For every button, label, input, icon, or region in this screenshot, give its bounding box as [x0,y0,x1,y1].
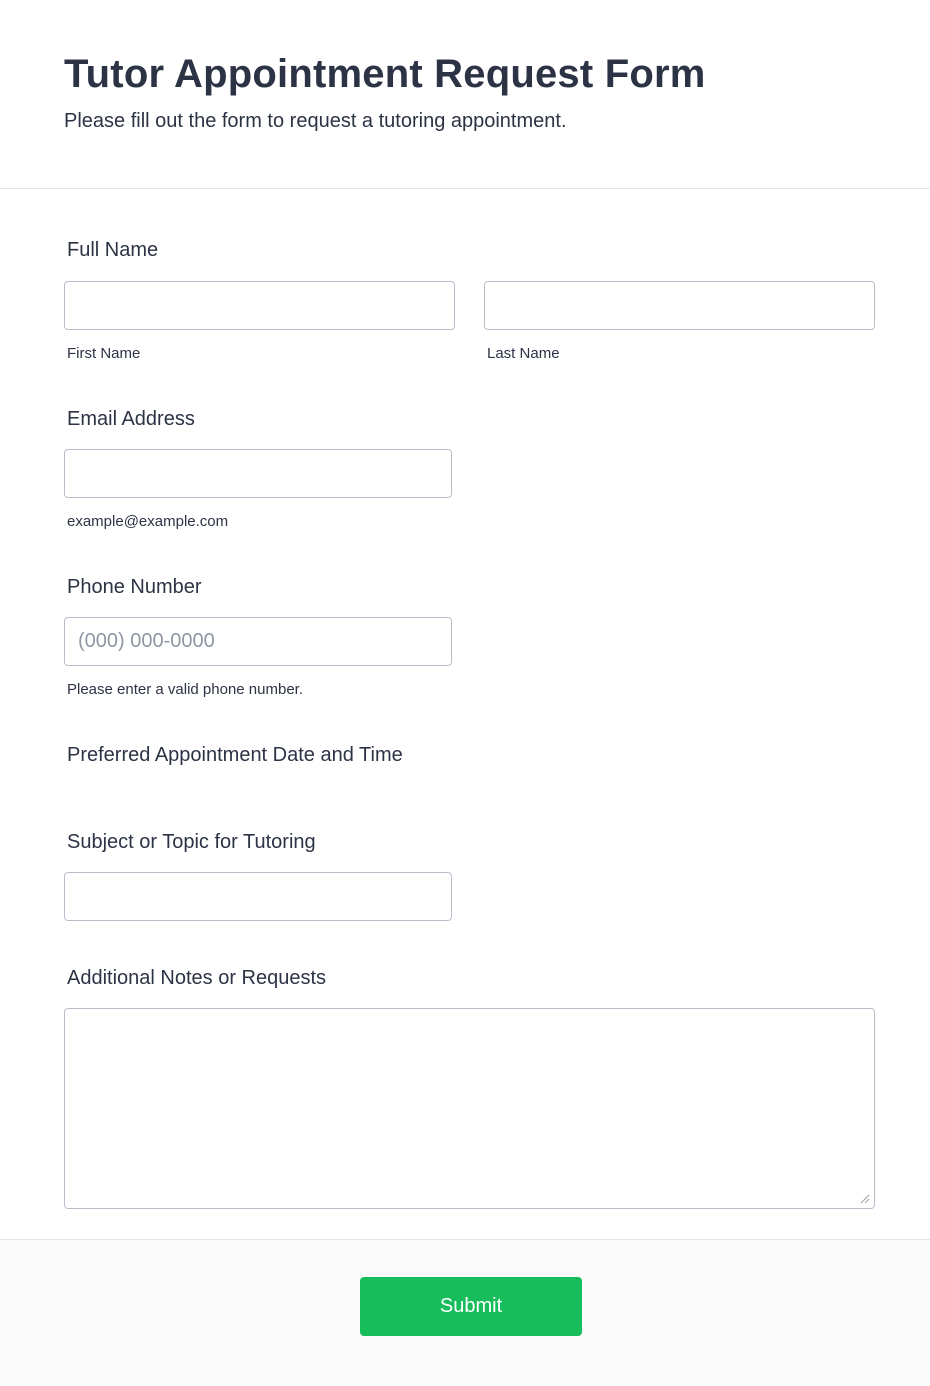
phone-label: Phone Number [67,576,202,598]
phone-sublabel: Please enter a valid phone number. [67,681,303,698]
page-subtitle: Please fill out the form to request a tutoring appointment. [64,110,567,132]
page-title: Tutor Appointment Request Form [64,52,706,96]
email-sublabel: example@example.com [67,513,229,530]
subject-label: Subject or Topic for Tutoring [67,831,316,853]
form-header [0,0,930,189]
notes-label: Additional Notes or Requests [67,967,327,989]
submit-button[interactable]: Submit [360,1277,582,1336]
subject-input[interactable] [64,872,452,921]
notes-textarea[interactable] [64,1008,875,1209]
email-input[interactable] [64,449,452,498]
full-name-label: Full Name [67,239,159,261]
last-name-sublabel: Last Name [487,345,560,362]
email-label: Email Address [67,408,195,430]
phone-input[interactable] [64,617,452,666]
resize-handle-icon[interactable] [858,1192,870,1204]
last-name-input[interactable] [484,281,875,330]
first-name-input[interactable] [64,281,455,330]
appointment-label: Preferred Appointment Date and Time [67,744,403,766]
first-name-sublabel: First Name [67,345,141,362]
